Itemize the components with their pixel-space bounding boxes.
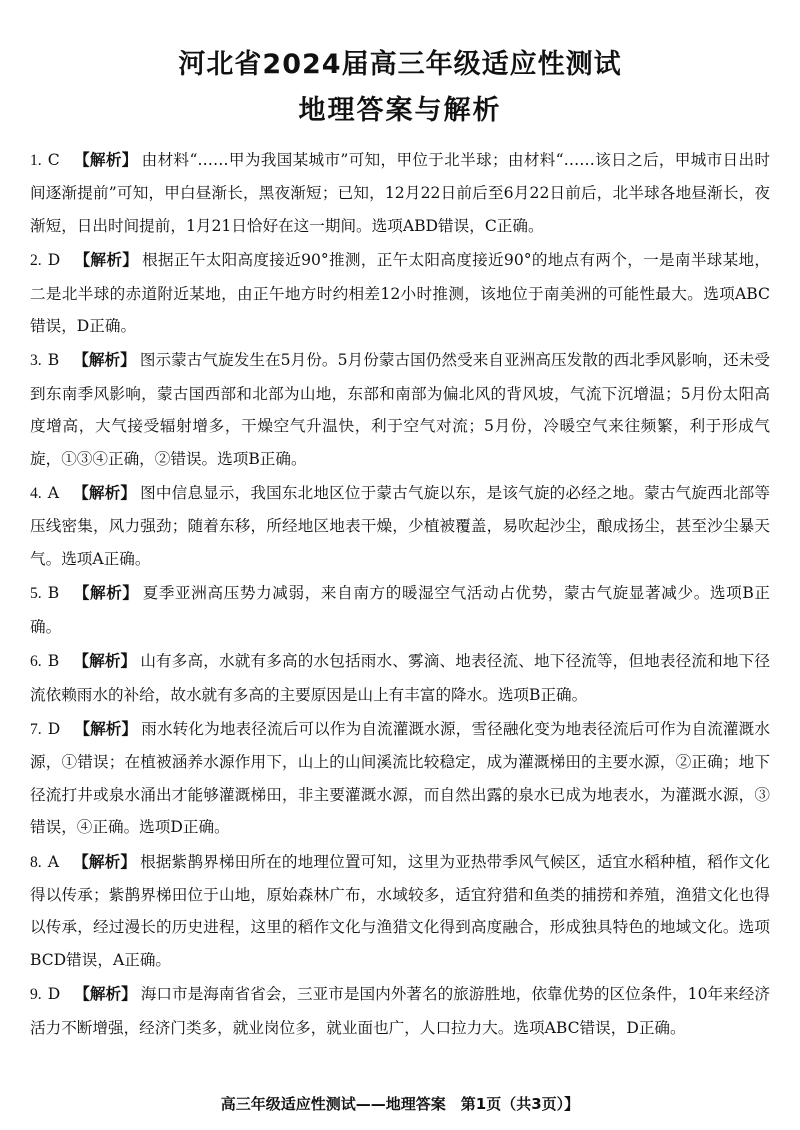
analysis-text: 海口市是海南省省会，三亚市是国内外著名的旅游胜地，依靠优势的区位条件，10年来经济活力不断增强，经济门类多，就业岗位多，就业面也广，人口拉力大。选项ABC错误，D正确。 — [30, 985, 770, 1037]
question-number: 8. — [30, 853, 42, 871]
answer-letter: B — [47, 652, 60, 671]
answer-item-3 — [30, 344, 770, 475]
answer-item-7 — [30, 713, 770, 844]
analysis-tag: 【解析】 — [74, 985, 137, 1004]
answer-letter: B — [47, 584, 60, 603]
analysis-text: 夏季亚洲高压势力减弱，来自南方的暖湿空气活动占优势，蒙古气旋显著减少。选项B正确。 — [30, 584, 770, 636]
analysis-text: 根据紫鹊界梯田所在的地理位置可知，这里为亚热带季风气候区，适宜水稻种植，稻作文化得以传承；紫鹊界梯田位于山地，原始森林广布，水域较多，适宜狩猎和鱼类的捕捞和养殖，渔猎文化也得以传承，经过漫长的历史进程，这里的稻作文化与渔猎文化得到高度融合，形成独具特色的地域文化。选项BCD错误，A正确。 — [30, 852, 770, 969]
analysis-text: 根据正午太阳高度接近90°推测，正午太阳高度接近90°的地点有两个，一是南半球某地，二是北半球的赤道附近某地，由正午地方时约相差12小时推测，该地位于南美洲的可能性最大。选项ABC错误，D正确。 — [30, 251, 770, 336]
analysis-tag: 【解析】 — [73, 351, 136, 370]
answer-item-6 — [30, 645, 770, 711]
analysis-tag: 【解析】 — [72, 852, 137, 871]
analysis-text: 山有多高，水就有多高的水包括雨水、雾滴、地表径流、地下径流等，但地表径流和地下径流依赖雨水的补给，故水就有多高的主要原因是山上有丰富的降水。选项B正确。 — [30, 652, 770, 704]
page-title: 河北省2024届高三年级适应性测试 — [178, 49, 622, 80]
answer-letter: A — [47, 484, 59, 503]
page-footer: 高三年级适应性测试——地理答案 第1页（共3页）】 — [220, 1095, 580, 1113]
answer-letter: B — [47, 351, 60, 370]
question-number: 4. — [30, 485, 42, 503]
answer-item-9 — [30, 978, 770, 1044]
answer-item-8 — [30, 846, 770, 977]
answer-letter: A — [47, 852, 59, 871]
question-number: 2. — [30, 252, 42, 270]
analysis-text: 图示蒙古气旋发生在5月份。5月份蒙古国仍然受来自亚洲高压发散的西北季风影响，还未受到东南季风影响，蒙古国西部和北部为山地，东部和南部为偏北风的背风坡，气流下沉增温；5月份太阳高度增高，大气接受辐射增多，干燥空气升温快，利于空气对流；5月份，冷暖空气来往频繁，利于形成气旋，①③④正确，②错误。选项B正确。 — [30, 351, 770, 468]
analysis-text: 由材料“……甲为我国某城市”可知，甲位于北半球；由材料“……该日之后，甲城市日出时间逐渐提前”可知，甲白昼渐长，黑夜渐短；已知，12月22日前后至6月22日前后，北半球各地昼渐长，夜渐短，日出时间提前，1月21日恰好在这一期间。选项ABD错误，C正确。 — [30, 151, 770, 235]
question-number: 9. — [30, 986, 42, 1004]
analysis-tag: 【解析】 — [74, 719, 138, 738]
question-number: 7. — [30, 720, 42, 738]
question-number: 6. — [30, 653, 42, 671]
answer-item-2 — [30, 244, 770, 342]
analysis-tag: 【解析】 — [74, 251, 139, 270]
question-number: 1. — [30, 152, 42, 169]
analysis-text: 图中信息显示，我国东北地区位于蒙古气旋以东，是该气旋的必经之地。蒙古气旋西北部等压线密集，风力强劲；随着东移，所经地区地表干燥，少植被覆盖，易吹起沙尘，酿成扬尘，甚至沙尘暴天气。选项A正确。 — [30, 484, 770, 568]
analysis-tag: 【解析】 — [73, 151, 138, 169]
answer-item-1 — [30, 144, 770, 242]
answer-letter: D — [47, 985, 61, 1004]
answer-list — [30, 144, 770, 1046]
analysis-tag: 【解析】 — [73, 584, 139, 603]
answer-item-5 — [30, 577, 770, 643]
analysis-text: 雨水转化为地表径流后可以作为自流灌溉水源，雪径融化变为地表径流后可作为自流灌溉水源，①错误；在植被涵养水源作用下，山上的山间溪流比较稳定，成为灌溉梯田的主要水源，②正确；地下径流打井或泉水涌出才能够灌溉梯田，非主要灌溉水源，而自然出露的泉水已成为地表水，为灌溉水源，③错误，④正确。选项D正确。 — [30, 719, 770, 837]
question-number: 3. — [30, 352, 42, 370]
analysis-tag: 【解析】 — [73, 652, 137, 671]
page-subtitle: 地理答案与解析 — [298, 95, 502, 126]
answer-item-4 — [30, 477, 770, 575]
question-number: 5. — [30, 585, 42, 603]
answer-letter: D — [47, 251, 61, 270]
answer-letter: D — [47, 719, 61, 738]
analysis-tag: 【解析】 — [72, 484, 137, 503]
answer-letter: C — [47, 151, 60, 169]
